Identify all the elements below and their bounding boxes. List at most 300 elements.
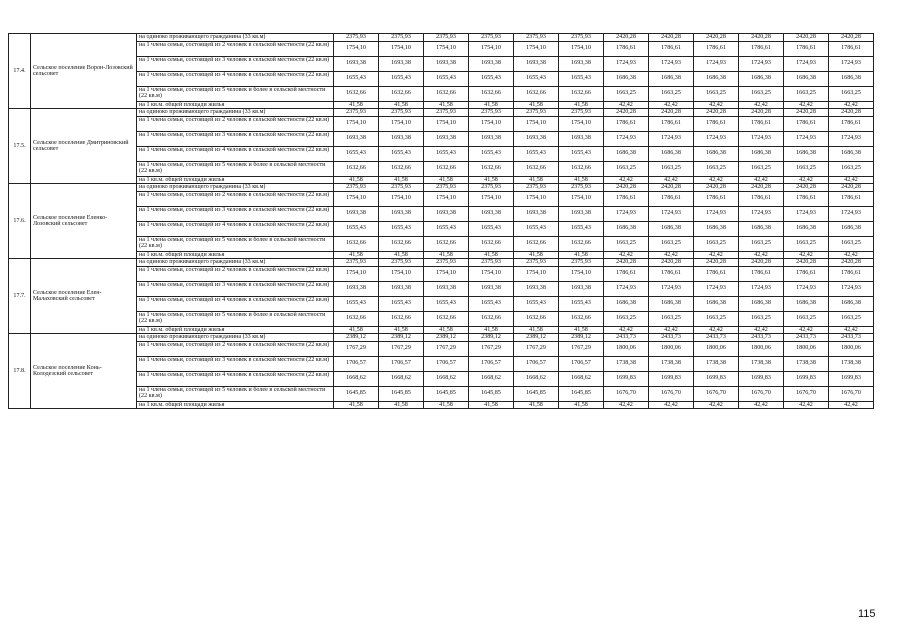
value-cell: 1663,25 [604, 161, 649, 176]
category-label: на 1 члена семьи, состоящей из 2 человек в сельской местности (22 кв.м) [137, 116, 334, 131]
category-label: на одиноко проживающего гражданина (33 кв.м) [137, 259, 334, 267]
value-cell: 1686,38 [604, 71, 649, 86]
value-cell: 2375,93 [514, 259, 559, 267]
value-cell: 1706,57 [559, 356, 604, 371]
value-cell: 2375,93 [559, 109, 604, 117]
value-cell: 1655,43 [334, 221, 379, 236]
value-cell: 1655,43 [379, 221, 424, 236]
value-cell: 1724,93 [784, 56, 829, 71]
value-cell: 2433,73 [694, 334, 739, 342]
value-cell: 1786,61 [649, 266, 694, 281]
value-cell: 1676,70 [604, 386, 649, 401]
value-cell: 1800,06 [784, 341, 829, 356]
value-cell: 1767,29 [469, 341, 514, 356]
value-cell: 42,42 [694, 176, 739, 184]
value-cell: 1693,38 [469, 56, 514, 71]
value-cell: 1724,93 [694, 56, 739, 71]
value-cell: 42,42 [604, 326, 649, 334]
value-cell: 1655,43 [469, 296, 514, 311]
value-cell: 1686,38 [739, 296, 784, 311]
value-cell: 1724,93 [649, 281, 694, 296]
value-cell: 2420,28 [829, 34, 874, 42]
value-cell: 1663,25 [784, 161, 829, 176]
value-cell: 1632,66 [469, 86, 514, 101]
value-cell: 1754,10 [559, 41, 604, 56]
value-cell: 1786,61 [829, 116, 874, 131]
settlement-name: Сельское поселение Ворон-Лозовский сельсовет [31, 34, 137, 109]
value-cell: 1724,93 [829, 206, 874, 221]
value-cell: 1767,29 [559, 341, 604, 356]
value-cell: 1676,70 [694, 386, 739, 401]
value-cell: 1632,66 [334, 161, 379, 176]
value-cell: 1632,66 [514, 311, 559, 326]
value-cell: 42,42 [739, 251, 784, 259]
value-cell: 1686,38 [649, 71, 694, 86]
value-cell: 2375,93 [424, 184, 469, 192]
value-cell: 42,42 [739, 326, 784, 334]
value-cell: 1686,38 [649, 296, 694, 311]
value-cell: 1655,43 [424, 146, 469, 161]
value-cell: 1686,38 [739, 71, 784, 86]
value-cell: 1699,83 [604, 371, 649, 386]
value-cell: 2420,28 [694, 109, 739, 117]
value-cell: 42,42 [604, 401, 649, 409]
table-row [9, 334, 874, 342]
value-cell: 1767,29 [334, 341, 379, 356]
value-cell: 1686,38 [784, 221, 829, 236]
value-cell: 1754,10 [334, 41, 379, 56]
row-number: 17.5. [9, 109, 31, 184]
value-cell: 42,42 [784, 101, 829, 109]
value-cell: 1724,93 [784, 281, 829, 296]
value-cell: 1724,93 [604, 206, 649, 221]
value-cell: 1754,10 [469, 266, 514, 281]
value-cell: 1632,66 [514, 86, 559, 101]
value-cell: 1724,93 [604, 131, 649, 146]
table-row [9, 116, 874, 131]
value-cell: 1754,10 [514, 266, 559, 281]
value-cell: 1767,29 [514, 341, 559, 356]
value-cell: 2433,73 [829, 334, 874, 342]
value-cell: 1686,38 [604, 146, 649, 161]
value-cell: 1663,25 [694, 86, 739, 101]
value-cell: 1693,38 [424, 206, 469, 221]
value-cell: 42,42 [784, 176, 829, 184]
value-cell: 1693,38 [469, 206, 514, 221]
table-row [9, 146, 874, 161]
category-label: на 1 члена семьи, состоящей из 5 человек и более в сельской местности (22 кв.м) [137, 236, 334, 251]
value-cell: 1686,38 [784, 296, 829, 311]
value-cell: 1754,10 [514, 41, 559, 56]
value-cell: 41,58 [469, 176, 514, 184]
value-cell: 1686,38 [829, 71, 874, 86]
value-cell: 1663,25 [829, 311, 874, 326]
value-cell: 2389,12 [514, 334, 559, 342]
value-cell: 42,42 [784, 326, 829, 334]
value-cell: 1754,10 [379, 191, 424, 206]
tariff-table-sheet [8, 33, 874, 409]
value-cell: 1786,61 [829, 191, 874, 206]
value-cell: 1655,43 [334, 296, 379, 311]
value-cell: 42,42 [649, 251, 694, 259]
value-cell: 1686,38 [604, 296, 649, 311]
value-cell: 2375,93 [469, 109, 514, 117]
value-cell: 1724,93 [604, 281, 649, 296]
value-cell: 1663,25 [649, 311, 694, 326]
value-cell: 2433,73 [649, 334, 694, 342]
row-number: 17.4. [9, 34, 31, 109]
value-cell: 2375,93 [379, 34, 424, 42]
value-cell: 1655,43 [514, 71, 559, 86]
value-cell: 1786,61 [784, 41, 829, 56]
value-cell: 1693,38 [379, 281, 424, 296]
value-cell: 41,58 [469, 251, 514, 259]
value-cell: 1632,66 [334, 311, 379, 326]
value-cell: 42,42 [829, 251, 874, 259]
value-cell: 1632,66 [559, 86, 604, 101]
value-cell: 1738,38 [649, 356, 694, 371]
category-label: на 1 кв.м. общей площади жилья [137, 401, 334, 409]
value-cell: 2420,28 [739, 184, 784, 192]
value-cell: 41,58 [334, 326, 379, 334]
value-cell: 1754,10 [379, 116, 424, 131]
value-cell: 1632,66 [559, 236, 604, 251]
value-cell: 1724,93 [739, 56, 784, 71]
value-cell: 1724,93 [694, 281, 739, 296]
table-body [9, 34, 874, 409]
value-cell: 1686,38 [649, 146, 694, 161]
value-cell: 1632,66 [379, 86, 424, 101]
value-cell: 1668,62 [559, 371, 604, 386]
table-row [9, 161, 874, 176]
value-cell: 2389,12 [379, 334, 424, 342]
value-cell: 1754,10 [334, 266, 379, 281]
value-cell: 1632,66 [559, 311, 604, 326]
value-cell: 1754,10 [424, 266, 469, 281]
value-cell: 1693,38 [424, 131, 469, 146]
value-cell: 1655,43 [469, 221, 514, 236]
value-cell: 1632,66 [559, 161, 604, 176]
category-label: на 1 члена семьи, состоящей из 2 человек в сельской местности (22 кв.м) [137, 266, 334, 281]
value-cell: 1786,61 [829, 266, 874, 281]
value-cell: 1663,25 [649, 161, 694, 176]
value-cell: 1668,62 [514, 371, 559, 386]
value-cell: 2375,93 [514, 34, 559, 42]
value-cell: 42,42 [694, 251, 739, 259]
value-cell: 2375,93 [424, 259, 469, 267]
norms-table [8, 33, 874, 409]
value-cell: 1786,61 [784, 191, 829, 206]
category-label: на 1 члена семьи, состоящей из 4 человек в сельской местности (22 кв.м) [137, 146, 334, 161]
value-cell: 2420,28 [604, 34, 649, 42]
value-cell: 2375,93 [424, 109, 469, 117]
table-row [9, 356, 874, 371]
value-cell: 1655,43 [514, 296, 559, 311]
value-cell: 2375,93 [514, 184, 559, 192]
table-row [9, 266, 874, 281]
value-cell: 1686,38 [739, 221, 784, 236]
table-row [9, 251, 874, 259]
value-cell: 42,42 [649, 401, 694, 409]
value-cell: 1724,93 [829, 56, 874, 71]
value-cell: 41,58 [379, 251, 424, 259]
table-row [9, 109, 874, 117]
value-cell: 1693,38 [514, 131, 559, 146]
value-cell: 1724,93 [739, 131, 784, 146]
category-label: на 1 члена семьи, состоящей из 5 человек и более в сельской местности (22 кв.м) [137, 161, 334, 176]
value-cell: 1686,38 [784, 71, 829, 86]
table-row [9, 71, 874, 86]
value-cell: 1693,38 [379, 56, 424, 71]
value-cell: 42,42 [784, 401, 829, 409]
value-cell: 1632,66 [379, 161, 424, 176]
value-cell: 1738,38 [829, 356, 874, 371]
value-cell: 1693,38 [424, 281, 469, 296]
value-cell: 1686,38 [604, 221, 649, 236]
value-cell: 1800,06 [829, 341, 874, 356]
value-cell: 1663,25 [784, 236, 829, 251]
value-cell: 1632,66 [469, 236, 514, 251]
value-cell: 1693,38 [514, 281, 559, 296]
value-cell: 1676,70 [784, 386, 829, 401]
value-cell: 1632,66 [514, 236, 559, 251]
value-cell: 1693,38 [514, 56, 559, 71]
value-cell: 2420,28 [739, 109, 784, 117]
table-row [9, 259, 874, 267]
table-row [9, 341, 874, 356]
category-label: на одиноко проживающего гражданина (33 кв.м) [137, 109, 334, 117]
table-row [9, 311, 874, 326]
value-cell: 1663,25 [739, 236, 784, 251]
value-cell: 1724,93 [784, 206, 829, 221]
value-cell: 1786,61 [604, 116, 649, 131]
value-cell: 1693,38 [559, 206, 604, 221]
value-cell: 1645,85 [334, 386, 379, 401]
table-row [9, 176, 874, 184]
value-cell: 1655,43 [559, 146, 604, 161]
value-cell: 1676,70 [739, 386, 784, 401]
value-cell: 1786,61 [694, 266, 739, 281]
category-label: на 1 кв.м. общей площади жилья [137, 101, 334, 109]
value-cell: 2375,93 [514, 109, 559, 117]
table-row [9, 41, 874, 56]
value-cell: 1655,43 [514, 146, 559, 161]
table-row [9, 131, 874, 146]
value-cell: 1699,83 [649, 371, 694, 386]
value-cell: 1724,93 [739, 206, 784, 221]
value-cell: 1655,43 [424, 71, 469, 86]
page-number: 115 [858, 608, 876, 620]
value-cell: 42,42 [829, 401, 874, 409]
value-cell: 1668,62 [424, 371, 469, 386]
value-cell: 1645,85 [469, 386, 514, 401]
settlement-name: Сельское поселение Елен-Малаховский сельсовет [31, 259, 137, 334]
value-cell: 2389,12 [469, 334, 514, 342]
value-cell: 2375,93 [559, 259, 604, 267]
value-cell: 1786,61 [604, 191, 649, 206]
value-cell: 1724,93 [604, 56, 649, 71]
value-cell: 1800,06 [649, 341, 694, 356]
value-cell: 41,58 [514, 326, 559, 334]
value-cell: 2420,28 [694, 184, 739, 192]
value-cell: 2375,93 [379, 184, 424, 192]
value-cell: 42,42 [604, 101, 649, 109]
value-cell: 1786,61 [649, 41, 694, 56]
category-label: на одиноко проживающего гражданина (33 кв.м) [137, 184, 334, 192]
row-number: 17.7. [9, 259, 31, 334]
value-cell: 2389,12 [559, 334, 604, 342]
value-cell: 1663,25 [829, 236, 874, 251]
category-label: на 1 кв.м. общей площади жилья [137, 251, 334, 259]
value-cell: 1767,29 [424, 341, 469, 356]
value-cell: 1663,25 [694, 311, 739, 326]
value-cell: 42,42 [829, 101, 874, 109]
value-cell: 1632,66 [424, 236, 469, 251]
category-label: на одиноко проживающего гражданина (33 кв.м) [137, 334, 334, 342]
value-cell: 42,42 [604, 251, 649, 259]
value-cell: 41,58 [424, 326, 469, 334]
category-label: на 1 члена семьи, состоящей из 3 человек в сельской местности (22 кв.м) [137, 281, 334, 296]
category-label: на 1 члена семьи, состоящей из 4 человек в сельской местности (22 кв.м) [137, 296, 334, 311]
value-cell: 1663,25 [829, 161, 874, 176]
value-cell: 1786,61 [739, 116, 784, 131]
category-label: на 1 члена семьи, состоящей из 3 человек в сельской местности (22 кв.м) [137, 206, 334, 221]
value-cell: 1693,38 [334, 56, 379, 71]
table-row [9, 56, 874, 71]
value-cell: 1645,85 [379, 386, 424, 401]
value-cell: 1686,38 [829, 296, 874, 311]
value-cell: 41,58 [559, 101, 604, 109]
category-label: на 1 члена семьи, состоящей из 2 человек в сельской местности (22 кв.м) [137, 41, 334, 56]
value-cell: 42,42 [784, 251, 829, 259]
value-cell: 1655,43 [379, 71, 424, 86]
value-cell: 1686,38 [694, 296, 739, 311]
value-cell: 2433,73 [739, 334, 784, 342]
value-cell: 1663,25 [604, 236, 649, 251]
category-label: на 1 члена семьи, состоящей из 2 человек в сельской местности (22 кв.м) [137, 191, 334, 206]
value-cell: 1738,38 [604, 356, 649, 371]
value-cell: 1786,61 [649, 116, 694, 131]
value-cell: 2375,93 [469, 34, 514, 42]
value-cell: 1655,43 [559, 71, 604, 86]
value-cell: 2433,73 [784, 334, 829, 342]
value-cell: 41,58 [379, 101, 424, 109]
category-label: на 1 кв.м. общей площади жилья [137, 176, 334, 184]
value-cell: 41,58 [334, 101, 379, 109]
value-cell: 41,58 [514, 101, 559, 109]
value-cell: 1724,93 [829, 281, 874, 296]
value-cell: 2375,93 [559, 184, 604, 192]
value-cell: 1663,25 [784, 311, 829, 326]
value-cell: 1632,66 [379, 311, 424, 326]
value-cell: 1655,43 [424, 221, 469, 236]
table-row [9, 34, 874, 42]
value-cell: 1754,10 [514, 191, 559, 206]
value-cell: 2420,28 [604, 109, 649, 117]
value-cell: 41,58 [424, 176, 469, 184]
value-cell: 41,58 [559, 176, 604, 184]
value-cell: 1693,38 [469, 131, 514, 146]
table-row [9, 86, 874, 101]
value-cell: 41,58 [424, 251, 469, 259]
value-cell: 1693,38 [334, 206, 379, 221]
value-cell: 1693,38 [559, 281, 604, 296]
value-cell: 1655,43 [379, 146, 424, 161]
category-label: на 1 члена семьи, состоящей из 4 человек в сельской местности (22 кв.м) [137, 71, 334, 86]
value-cell: 2420,28 [649, 34, 694, 42]
value-cell: 2420,28 [649, 259, 694, 267]
value-cell: 1632,66 [379, 236, 424, 251]
value-cell: 2375,93 [334, 259, 379, 267]
value-cell: 1754,10 [379, 41, 424, 56]
value-cell: 1686,38 [829, 146, 874, 161]
value-cell: 1668,62 [379, 371, 424, 386]
value-cell: 41,58 [514, 401, 559, 409]
category-label: на 1 члена семьи, состоящей из 5 человек и более в сельской местности (22 кв.м) [137, 311, 334, 326]
value-cell: 1699,83 [829, 371, 874, 386]
value-cell: 1655,43 [334, 71, 379, 86]
value-cell: 1668,62 [334, 371, 379, 386]
value-cell: 2375,93 [469, 259, 514, 267]
table-row [9, 206, 874, 221]
value-cell: 42,42 [604, 176, 649, 184]
value-cell: 1632,66 [514, 161, 559, 176]
value-cell: 42,42 [739, 101, 784, 109]
value-cell: 1693,38 [469, 281, 514, 296]
value-cell: 1693,38 [334, 131, 379, 146]
value-cell: 41,58 [334, 176, 379, 184]
value-cell: 1724,93 [739, 281, 784, 296]
value-cell: 1754,10 [424, 116, 469, 131]
value-cell: 1754,10 [559, 116, 604, 131]
value-cell: 1754,10 [334, 116, 379, 131]
value-cell: 1632,66 [469, 311, 514, 326]
value-cell: 1686,38 [649, 221, 694, 236]
value-cell: 1663,25 [784, 86, 829, 101]
value-cell: 1693,38 [559, 56, 604, 71]
value-cell: 1724,93 [649, 56, 694, 71]
value-cell: 1645,85 [559, 386, 604, 401]
value-cell: 1632,66 [424, 311, 469, 326]
value-cell: 2420,28 [739, 259, 784, 267]
value-cell: 2420,28 [694, 259, 739, 267]
value-cell: 1724,93 [694, 206, 739, 221]
value-cell: 1786,61 [784, 266, 829, 281]
value-cell: 1786,61 [739, 41, 784, 56]
table-row [9, 281, 874, 296]
value-cell: 1786,61 [694, 116, 739, 131]
value-cell: 1754,10 [469, 191, 514, 206]
value-cell: 2375,93 [559, 34, 604, 42]
value-cell: 1724,93 [829, 131, 874, 146]
value-cell: 1706,57 [424, 356, 469, 371]
value-cell: 41,58 [379, 176, 424, 184]
value-cell: 1786,61 [604, 41, 649, 56]
value-cell: 1645,85 [514, 386, 559, 401]
table-row [9, 236, 874, 251]
value-cell: 41,58 [469, 101, 514, 109]
value-cell: 42,42 [829, 326, 874, 334]
value-cell: 1724,93 [649, 206, 694, 221]
value-cell: 42,42 [739, 401, 784, 409]
value-cell: 42,42 [739, 176, 784, 184]
value-cell: 2375,93 [424, 34, 469, 42]
value-cell: 41,58 [334, 251, 379, 259]
value-cell: 1754,10 [469, 41, 514, 56]
value-cell: 1655,43 [424, 296, 469, 311]
value-cell: 1655,43 [334, 146, 379, 161]
value-cell: 42,42 [649, 326, 694, 334]
